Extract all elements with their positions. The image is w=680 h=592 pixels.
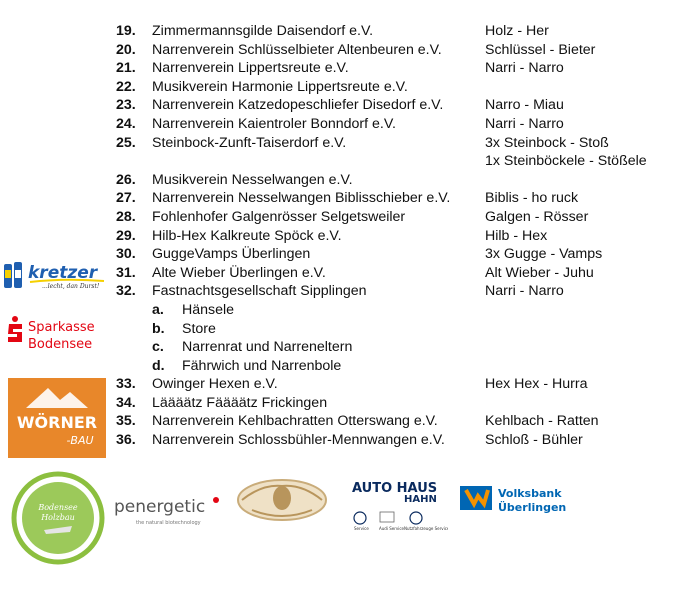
item-name: Narrenverein Kehlbachratten Otterswang e.V. (152, 413, 438, 430)
item-number: 28. (116, 208, 136, 225)
holzbau-circle-icon (10, 470, 106, 566)
badge-3: Nutzfahrzeuge Service (404, 526, 448, 531)
list-item (116, 189, 676, 208)
sparkasse-line1: Sparkasse (28, 320, 95, 335)
penergetic-wordmark (112, 490, 224, 530)
item-number: b. (152, 320, 165, 337)
list-item (116, 134, 676, 153)
item-motto: Holz - Her (485, 23, 549, 39)
guild-seal-icon (232, 474, 332, 524)
list-item (116, 171, 676, 190)
item-motto: Galgen - Rösser (485, 208, 589, 225)
item-number: 21. (116, 60, 136, 77)
vw-nutzfahrzeuge-icon (410, 512, 422, 524)
item-name: Hilb-Hex Kalkreute Spöck e.V. (152, 227, 342, 244)
list-item (116, 338, 676, 357)
item-name: Fohlenhofer Galgenrösser Selgetsweiler (152, 208, 406, 225)
list-item (116, 59, 676, 78)
list-item (116, 115, 676, 134)
item-number: 35. (116, 413, 136, 430)
item-name: Zimmermannsgilde Daisendorf e.V. (152, 23, 374, 39)
item-number: a. (152, 301, 164, 318)
item-motto: Narro - Miau (485, 97, 564, 114)
penergetic-logo (112, 490, 224, 530)
list-item (116, 208, 676, 227)
item-name: Narrenverein Schlüsselbieter Altenbeuren e.V. (152, 41, 442, 58)
item-number: c. (152, 339, 164, 356)
item-number: 29. (116, 227, 136, 244)
kretzer-bottles-icon (4, 258, 108, 294)
volksbank-line1: Volksbank (498, 487, 562, 500)
item-name: Narrenverein Kaientroler Bonndorf e.V. (152, 115, 396, 132)
item-name: Musikverein Nesselwangen e.V. (152, 171, 353, 188)
item-number: 32. (116, 283, 136, 300)
list-item (116, 357, 676, 376)
autohaus-line1: AUTO HAUS (352, 481, 438, 496)
club-list (116, 22, 676, 450)
item-name: Musikverein Harmonie Lippertsreute e.V. (152, 78, 408, 95)
item-motto: Kehlbach - Ratten (485, 413, 599, 430)
item-number: 25. (116, 134, 136, 151)
item-name: Narrenverein Schlossbühler-Mennwangen e.V. (152, 432, 445, 449)
item-motto: Narri - Narro (485, 115, 564, 132)
woerner-line2: -BAU (66, 434, 94, 447)
list-item (116, 431, 676, 450)
sparkasse-line2: Bodensee (28, 337, 93, 352)
item-name: Store (182, 320, 216, 337)
item-number: 33. (116, 376, 136, 393)
item-motto: Narri - Narro (485, 60, 564, 77)
autohaus-hahn-wordmark (352, 478, 448, 532)
item-name: GuggeVamps Überlingen (152, 246, 311, 263)
item-name: Narrenverein Nesselwangen Biblisschieber e.V. (152, 190, 451, 207)
bodensee-holzbau-logo (10, 470, 106, 566)
list-item (116, 320, 676, 339)
audi-icon (380, 512, 394, 522)
item-number: 24. (116, 115, 136, 132)
list-item (116, 375, 676, 394)
volksbank-line2: Überlingen (498, 501, 567, 514)
item-number: 23. (116, 97, 136, 114)
item-name: Narrenrat und Narreneltern (182, 339, 353, 356)
list-item (116, 394, 676, 413)
item-motto: Narri - Narro (485, 283, 564, 300)
kretzer-name: kretzer (28, 263, 98, 283)
item-name: Narrenverein Lippertsreute e.V. (152, 60, 349, 77)
item-name: Alte Wieber Überlingen e.V. (152, 264, 326, 281)
woerner-mountain-icon (8, 378, 106, 458)
item-name: Hänsele (182, 301, 235, 318)
badge-2: Audi Service (379, 526, 404, 531)
item-motto: 3x Gugge - Vamps (485, 246, 603, 263)
list-item (116, 41, 676, 60)
list-item (116, 96, 676, 115)
item-name: Steinbock-Zunft-Taiserdorf e.V. (152, 134, 347, 151)
holzbau-line1: Bodensee (38, 503, 78, 512)
item-motto: Schlüssel - Bieter (485, 41, 596, 58)
item-name: Narrenverein Katzedopeschliefer Disedorf e.V. (152, 97, 444, 114)
penergetic-name: penergetic (114, 497, 206, 517)
list-item (116, 282, 676, 301)
list-item (116, 78, 676, 97)
item-name: Fastnachtsgesellschaft Sipplingen (152, 283, 367, 300)
item-motto: Hilb - Hex (485, 227, 548, 244)
vw-icon (354, 512, 366, 524)
list-item (116, 412, 676, 431)
list-item (116, 152, 676, 171)
item-motto: 3x Steinbock - Stoß (485, 134, 609, 151)
list-item (116, 301, 676, 320)
item-motto: 1x Steinböckele - Stößele (485, 153, 647, 170)
penergetic-tagline: the natural biotechnology (136, 520, 201, 526)
woerner-line1: WÖRNER (16, 413, 98, 432)
item-motto: Biblis - ho ruck (485, 190, 579, 207)
item-number: 30. (116, 246, 136, 263)
list-item (116, 22, 676, 41)
list-item (116, 245, 676, 264)
kretzer-logo (4, 258, 108, 294)
autohaus-hahn-logo (352, 478, 448, 532)
autohaus-line2: HAHN (404, 494, 437, 505)
item-number: 19. (116, 23, 136, 39)
item-motto: Hex Hex - Hurra (485, 376, 588, 393)
badge-1: Service (354, 526, 369, 531)
item-motto: Alt Wieber - Juhu (485, 264, 594, 281)
guild-seal-logo (232, 474, 332, 524)
volksbank-logo (458, 482, 578, 516)
item-name: Läääätz Fäääätz Frickingen (152, 394, 328, 411)
item-number: 20. (116, 41, 136, 58)
item-number: 22. (116, 78, 136, 95)
holzbau-line2: Holzbau (41, 513, 75, 522)
item-number: 36. (116, 432, 136, 449)
item-number: 34. (116, 394, 136, 411)
item-number: 31. (116, 264, 136, 281)
woerner-bau-logo (8, 378, 106, 458)
list-item (116, 264, 676, 283)
sparkasse-s-icon (6, 312, 106, 354)
item-number: 26. (116, 171, 136, 188)
list-item (116, 227, 676, 246)
item-name: Owinger Hexen e.V. (152, 376, 278, 393)
sparkasse-logo (6, 312, 106, 354)
item-number: d. (152, 357, 165, 374)
kretzer-tagline: ...lecht, dan Durst! (42, 283, 100, 290)
item-number: 27. (116, 190, 136, 207)
item-motto: Schloß - Bühler (485, 432, 583, 449)
item-name: Fährwich und Narrenbole (182, 357, 342, 374)
volksbank-mark-icon (458, 482, 578, 516)
